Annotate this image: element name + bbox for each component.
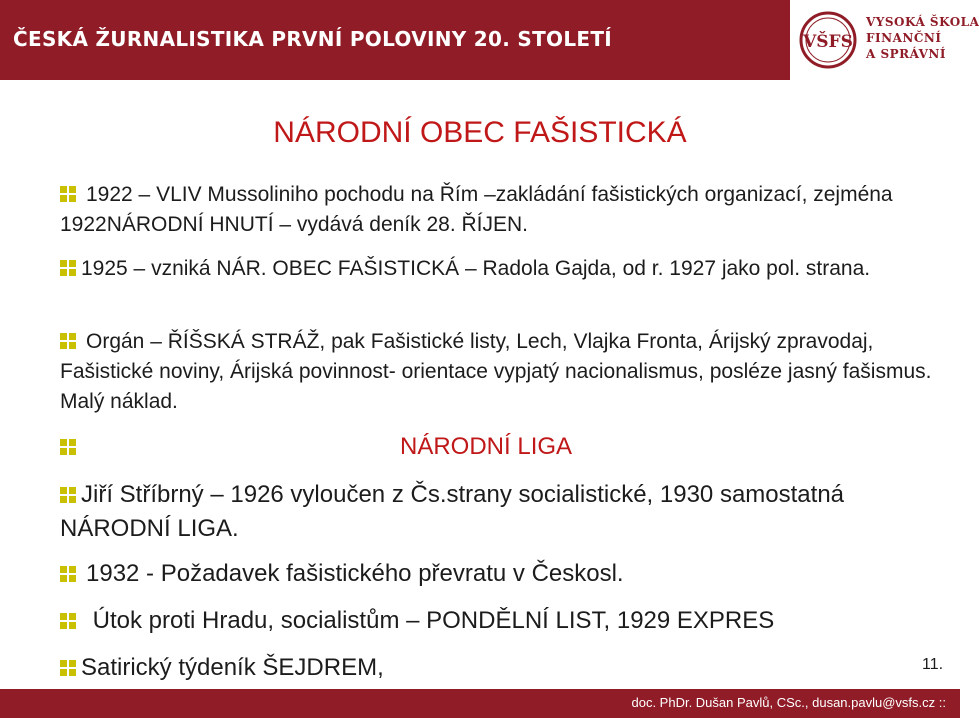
bullet-item-sejdrem — [60, 651, 840, 685]
bullet-item-organ — [60, 327, 940, 417]
bullet-item-1932 — [60, 557, 940, 591]
square-grid-bullet-icon — [60, 439, 76, 455]
square-grid-bullet-icon — [60, 487, 76, 503]
logo-line-3: A SPRÁVNÍ — [866, 47, 946, 61]
bullet-text: 1922 – VLIV Mussoliniho pochodu na Řím –zakládání fašistických organizací, zejména 1922NÁRODNÍ HNUTÍ – vydává deník 28. ŘÍJEN. — [60, 183, 893, 236]
square-grid-bullet-icon — [60, 566, 76, 582]
square-grid-bullet-icon — [60, 333, 76, 349]
footer-bar — [0, 689, 960, 718]
vsfs-logo — [790, 0, 979, 80]
bullet-item-utok — [60, 604, 940, 638]
square-grid-bullet-icon — [60, 186, 76, 202]
footer-text: doc. PhDr. Dušan Pavlů, CSc., dusan.pavlu@vsfs.cz :: — [631, 695, 946, 710]
bullet-item-1922 — [60, 180, 940, 240]
logo-line-2: FINANČNÍ — [866, 31, 942, 45]
bullet-text: Satirický týdeník ŠEJDREM, — [81, 654, 384, 681]
bullet-text: Útok proti Hradu, socialistům – PONDĚLNÍ LIST, 1929 EXPRES — [86, 607, 775, 634]
section-title: NÁRODNÍ LIGA — [400, 433, 573, 460]
header-title: ČESKÁ ŽURNALISTIKA PRVNÍ POLOVINY 20. STOLETÍ — [13, 27, 613, 51]
logo-text — [866, 14, 979, 62]
bullet-text: Orgán – ŘÍŠSKÁ STRÁŽ, pak Fašistické listy, Lech, Vlajka Fronta, Árijský zpravodaj, Fašistické noviny, Árijská povinnost- orientace vypjatý nacionalismus, posléze jasný fašismus. Malý náklad. — [60, 330, 932, 413]
section-row — [60, 430, 940, 464]
bullet-text: 1932 - Požadavek fašistického převratu v Českosl. — [86, 560, 624, 587]
page-number: 11. — [922, 656, 944, 673]
slide-title: NÁRODNÍ OBEC FAŠISTICKÁ — [273, 116, 687, 149]
logo-mark-text: VŠFS — [803, 32, 853, 52]
bullet-text: 1925 – vzniká NÁR. OBEC FAŠISTICKÁ – Radola Gajda, od r. 1927 jako pol. strana. — [81, 257, 871, 280]
vsfs-logo-mark-icon — [798, 10, 858, 70]
bullet-item-1925 — [60, 254, 940, 284]
logo-line-1: VYSOKÁ ŠKOLA — [866, 15, 979, 29]
square-grid-bullet-icon — [60, 660, 76, 676]
header-bar — [0, 0, 979, 80]
bullet-item-stribrny — [60, 478, 940, 546]
square-grid-bullet-icon — [60, 613, 76, 629]
square-grid-bullet-icon — [60, 260, 76, 276]
bullet-text: Jiří Stříbrný – 1926 vyloučen z Čs.strany socialistické, 1930 samostatná NÁRODNÍ LIGA. — [60, 481, 845, 542]
